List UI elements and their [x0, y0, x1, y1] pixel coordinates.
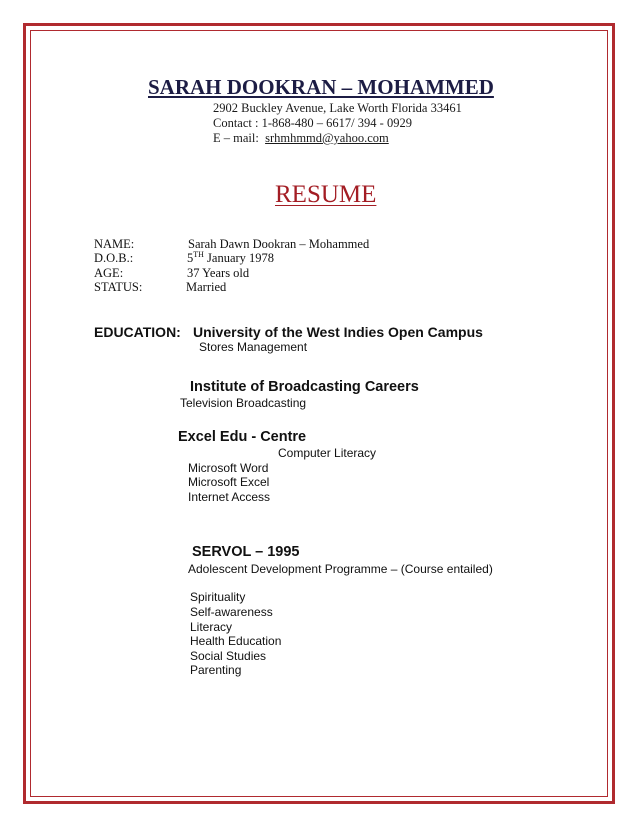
- uwi-name: University of the West Indies Open Campus: [193, 324, 483, 340]
- servol-name: SERVOL – 1995: [192, 544, 300, 560]
- email-line: [213, 131, 389, 146]
- dob-month-year: January 1978: [203, 251, 275, 265]
- dob-day: 5: [187, 251, 194, 265]
- status-value: Married: [186, 280, 227, 294]
- status-label: STATUS:: [94, 280, 143, 294]
- servol-item: Social Studies: [190, 649, 267, 663]
- excel-name: Excel Edu - Centre: [178, 429, 307, 445]
- uwi-course: Stores Management: [199, 340, 308, 354]
- age-value: 37 Years old: [187, 266, 250, 280]
- dob-value: [187, 251, 274, 266]
- servol-item: Spirituality: [190, 590, 246, 604]
- address-line: 2902 Buckley Avenue, Lake Worth Florida 33461: [213, 101, 462, 115]
- dob-suffix: TH: [193, 249, 204, 259]
- excel-item: Microsoft Excel: [188, 475, 270, 489]
- servol-item: Parenting: [190, 663, 242, 677]
- excel-item: Internet Access: [188, 490, 271, 504]
- name-value: Sarah Dawn Dookran – Mohammed: [188, 237, 370, 251]
- resume-title: RESUME: [275, 181, 377, 208]
- servol-item: Health Education: [190, 634, 282, 648]
- email-label: E – mail:: [213, 131, 259, 145]
- age-label: AGE:: [94, 266, 124, 280]
- servol-item: Self-awareness: [190, 605, 273, 619]
- dob-label: D.O.B.:: [94, 251, 134, 265]
- name-label: NAME:: [94, 237, 135, 251]
- iob-name: Institute of Broadcasting Careers: [190, 379, 419, 395]
- iob-course: Television Broadcasting: [180, 396, 307, 410]
- email-link[interactable]: srhmhmmd@yahoo.com: [265, 131, 389, 145]
- servol-item: Literacy: [190, 620, 233, 634]
- candidate-name: SARAH DOOKRAN – MOHAMMED: [148, 75, 494, 99]
- contact-line: Contact : 1-868-480 – 6617/ 394 - 0929: [213, 116, 412, 130]
- excel-course: Computer Literacy: [278, 446, 377, 460]
- excel-item: Microsoft Word: [188, 461, 269, 475]
- servol-course: Adolescent Development Programme – (Course entailed): [188, 562, 493, 576]
- education-label: EDUCATION:: [94, 324, 181, 340]
